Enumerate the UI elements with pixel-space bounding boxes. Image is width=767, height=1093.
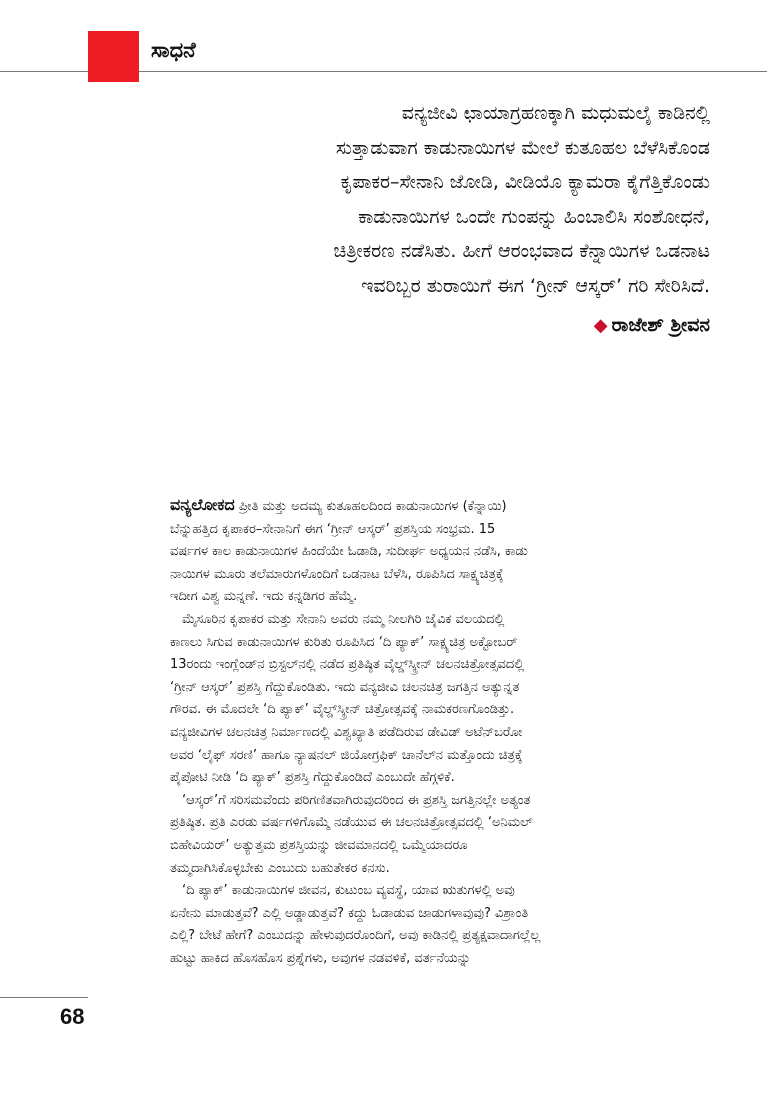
diamond-icon: ◆ [593, 315, 608, 336]
intro-line: ಚಿತ್ರೀಕರಣ ನಡೆಸಿತು. ಹೀಗೆ ಆರಂಭವಾದ ಕೆನ್ನಾಯಿಗಳ ಒಡನಾಟ [333, 240, 710, 262]
author-byline [594, 310, 710, 341]
intro-line: ಕೃಪಾಕರ–ಸೇನಾನಿ ಜೋಡಿ, ವೀಡಿಯೊ ಕ್ಯಾಮರಾ ಕೈಗೆತ್ತಿಕೊಂಡು [340, 171, 710, 193]
intro-line: ಸುತ್ತಾಡುವಾಗ ಕಾಡುನಾಯಿಗಳ ಮೇಲೆ ಕುತೂಹಲ ಬೆಳೆಸಿಕೊಂಡ [335, 136, 710, 159]
intro-line: ಇವರಿಬ್ಬರ ತುರಾಯಿಗೆ ಈಗ ‘ಗ್ರೀನ್ ಆಸ್ಕರ್’ ಗರಿ ಸೇರಿಸಿದೆ. [361, 274, 710, 297]
article-line: ತಮ್ಮದಾಗಿಸಿಕೊಳ್ಳಬೇಕು ಎಂಬುದು ಬಹುತೇಕರ ಕನಸು. [170, 860, 390, 876]
article-line: ವರ್ಷಗಳ ಕಾಲ ಕಾಡುನಾಯಿಗಳ ಹಿಂದೆಯೇ ಓಡಾಡಿ, ಸುದೀರ್ಘ ಅಧ್ಯಯನ ನಡೆಸಿ, ಕಾಡು [170, 544, 528, 560]
section-title: ಸಾಧನೆ [151, 38, 196, 62]
section-accent-block [88, 31, 139, 82]
article-line: ಕಾಣಲು ಸಿಗುವ ಕಾಡುನಾಯಿಗಳ ಕುರಿತು ರೂಪಿಸಿದ ‘ದಿ ಪ್ಯಾಕ್’ ಸಾಕ್ಷ್ಯಚಿತ್ರ ಅಕ್ಟೋಬರ್ [170, 634, 518, 650]
intro-line: ವನ್ಯಜೀವಿ ಛಾಯಾಗ್ರಹಣಕ್ಕಾಗಿ ಮಧುಮಲೈ ಕಾಡಿನಲ್ಲಿ [401, 102, 710, 124]
article-line: ಬೆನ್ನುಹತ್ತಿದ ಕೃಪಾಕರ–ಸೇನಾನಿಗೆ ಈಗ ‘ಗ್ರೀನ್ ಆಸ್ಕರ್’ ಪ್ರಶಸ್ತಿಯ ಸಂಭ್ರಮ. 15 [170, 521, 496, 537]
article-body [170, 494, 700, 970]
article-line-text: ಪ್ರೀತಿ ಮತ್ತು ಅದಮ್ಯ ಕುತೂಹಲದಿಂದ ಕಾಡುನಾಯಿಗಳ (ಕೆನ್ನಾಯಿ) [234, 499, 507, 514]
article-line: ಅವರ ‘ಲೈಫ್ ಸರಣಿ’ ಹಾಗೂ ನ್ಯಾಷನಲ್ ಜಿಯೋಗ್ರಫಿಕ್ ಚಾನೆಲ್‌ನ ಮತ್ತೊಂದು ಚಿತ್ರಕ್ಕೆ [170, 747, 523, 763]
footer-divider [0, 997, 88, 998]
article-line: ‘ದಿ ಪ್ಯಾಕ್’ ಕಾಡುನಾಯಿಗಳ ಜೀವನ, ಕುಟುಂಬ ವ್ಯವಸ್ಥೆ, ಯಾವ ಋತುಗಳಲ್ಲಿ ಅವು [182, 883, 515, 899]
article-line: 13ರಂದು ಇಂಗ್ಲೆಂಡ್‌ನ ಬ್ರಿಸ್ಟಲ್‌ನಲ್ಲಿ ನಡೆದ ಪ್ರತಿಷ್ಠಿತ ವೈಲ್ಡ್‌ಸ್ಕ್ರೀನ್ ಚಲನಚಿತ್ರೋತ್ಸವದಲ್ಲಿ [170, 657, 525, 673]
lead-word: ವನ್ಯಲೋಕದ [170, 495, 235, 514]
intro-line: ಕಾಡುನಾಯಿಗಳ ಒಂದೇ ಗುಂಪನ್ನು ಹಿಂಬಾಲಿಸಿ ಸಂಶೋಧನೆ, [358, 205, 710, 228]
article-line [170, 494, 700, 519]
article-line: ಎಲ್ಲಿ? ಬೇಟೆ ಹೇಗೆ? ಎಂಬುದನ್ನು ಹೇಳುವುದರೊಂದಿಗೆ, ಅವು ಕಾಡಿನಲ್ಲಿ ಪ್ರತ್ಯಕ್ಷವಾದಾಗಲ್ಲೆಲ್ಲ [170, 928, 541, 944]
article-line: ಬಿಹೇವಿಯರ್’ ಅತ್ಯುತ್ತಮ ಪ್ರಶಸ್ತಿಯನ್ನು ಜೀವಮಾನದಲ್ಲಿ ಒಮ್ಮೆಯಾದರೂ [170, 837, 468, 853]
article-line: ಪೈಪೋಟಿ ನೀಡಿ ‘ದಿ ಪ್ಯಾಕ್’ ಪ್ರಶಸ್ತಿ ಗೆದ್ದುಕೊಂಡಿದೆ ಎಂಬುದೇ ಹೆಗ್ಗಳಿಕೆ. [170, 770, 455, 786]
author-name: ರಾಜೇಶ್ ಶ್ರೀವನ [611, 314, 710, 336]
article-line: ಏನೇನು ಮಾಡುತ್ತವೆ? ಎಲ್ಲಿ ಅಡ್ಡಾಡುತ್ತವೆ? ಕದ್ದು ಓಡಾಡುವ ಜಾಡುಗಳಾವುವು? ವಿಶ್ರಾಂತಿ [170, 905, 529, 921]
article-line: ‘ಆಸ್ಕರ್’ಗೆ ಸರಿಸಮವೆಂದು ಪರಿಗಣಿತವಾಗಿರುವುದರಿಂದ ಈ ಪ್ರಶಸ್ತಿ ಜಗತ್ತಿನಲ್ಲೇ ಅತ್ಯಂತ [182, 792, 531, 808]
page-number: 68 [60, 1004, 85, 1029]
article-line: ಪ್ರತಿಷ್ಠಿತ. ಪ್ರತಿ ಎರಡು ವರ್ಷಗಳಿಗೊಮ್ಮೆ ನಡೆಯುವ ಈ ಚಲನಚಿತ್ರೋತ್ಸವದಲ್ಲಿ ‘ಅನಿಮಲ್ [170, 815, 533, 831]
article-line: ಮೈಸೂರಿನ ಕೃಪಾಕರ ಮತ್ತು ಸೇನಾನಿ ಅವರು ನಮ್ಮ ನೀಲಗಿರಿ ಜೈವಿಕ ವಲಯದಲ್ಲಿ [182, 611, 505, 627]
article-line: ವನ್ಯಜೀವಿಗಳ ಚಲನಚಿತ್ರ ನಿರ್ಮಾಣದಲ್ಲಿ ವಿಶ್ವಖ್ಯಾತಿ ಪಡೆದಿರುವ ಡೇವಿಡ್ ಅಟೆನ್‌ಬರೋ [170, 724, 523, 740]
article-line: ನಾಯಿಗಳ ಮೂರು ತಲೆಮಾರುಗಳೊಂದಿಗೆ ಒಡನಾಟ ಬೆಳೆಸಿ, ರೂಪಿಸಿದ ಸಾಕ್ಷ್ಯಚಿತ್ರಕ್ಕೆ [170, 566, 504, 582]
article-line: ಗೌರವ. ಈ ಮೊದಲೇ ‘ದಿ ಪ್ಯಾಕ್’ ವೈಲ್ಡ್‌ಸ್ಕ್ರೀನ್ ಚಿತ್ರೋತ್ಸವಕ್ಕೆ ನಾಮಕರಣಗೊಂಡಿತ್ತು. [170, 702, 515, 718]
article-line: ಹುಟ್ಟು ಹಾಕಿದ ಹೊಸಹೊಸ ಪ್ರಶ್ನೆಗಳು, ಅವುಗಳ ನಡವಳಿಕೆ, ವರ್ತನೆಯನ್ನು [170, 950, 471, 966]
article-line: ಇದೀಗ ವಿಶ್ವ ಮನ್ನಣೆ. ಇದು ಕನ್ನಡಿಗರ ಹೆಮ್ಮೆ. [170, 589, 358, 605]
intro-blurb [150, 96, 710, 303]
article-line: ‘ಗ್ರೀನ್ ಆಸ್ಕರ್’ ಪ್ರಶಸ್ತಿ ಗೆದ್ದುಕೊಂಡಿತು. ಇದು ವನ್ಯಜೀವಿ ಚಲನಚಿತ್ರ ಜಗತ್ತಿನ ಅತ್ಯುನ್ನತ [170, 679, 520, 695]
